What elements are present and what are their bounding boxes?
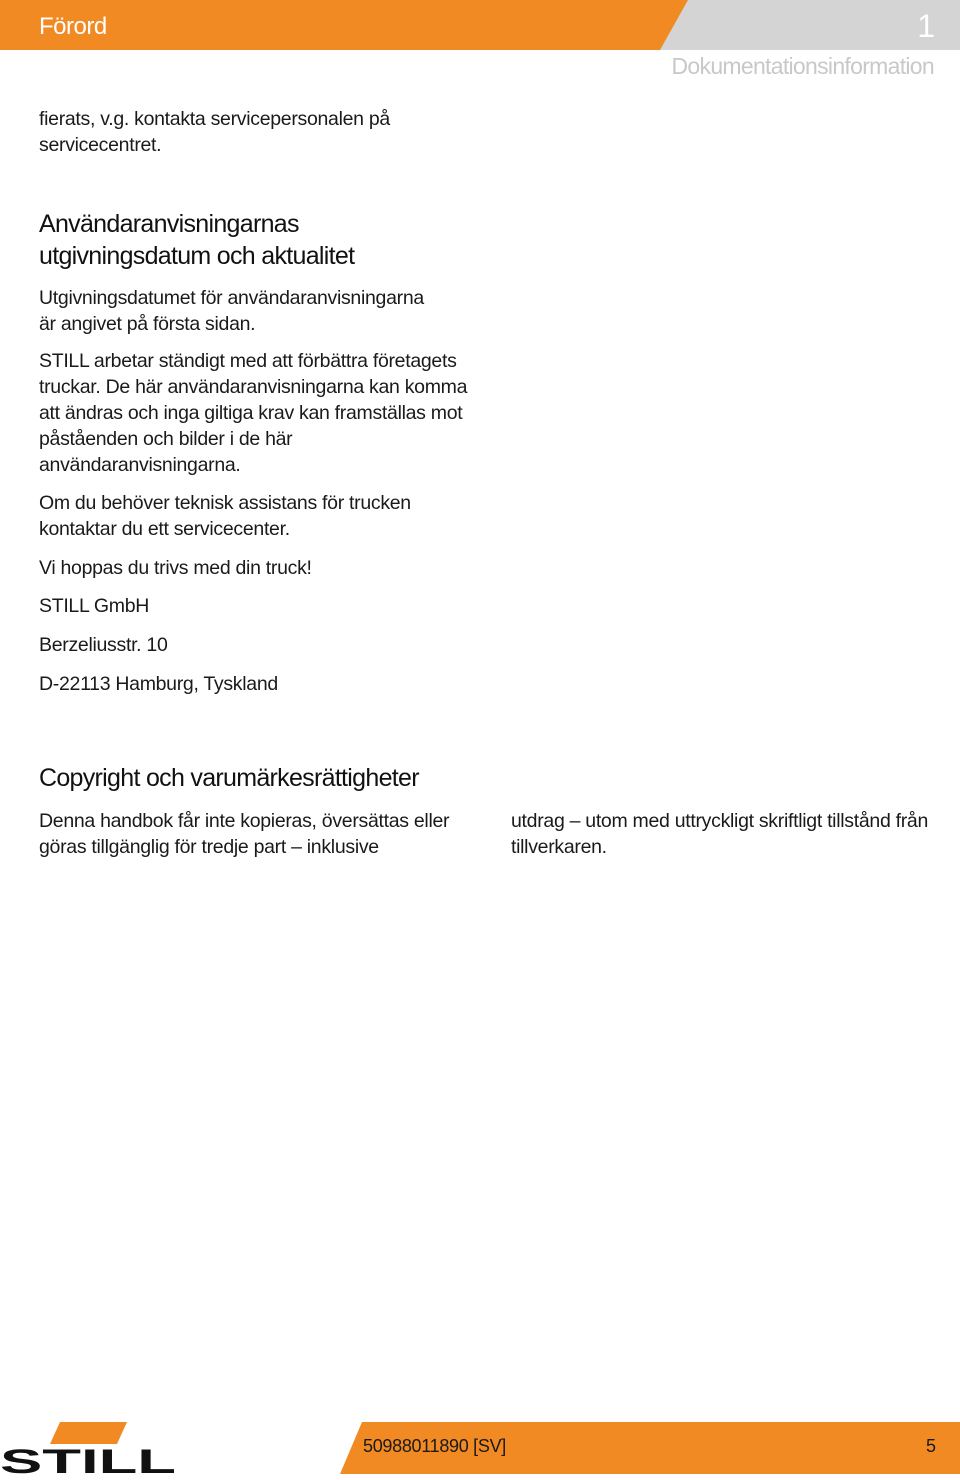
section1-paragraph-4-block (39, 555, 479, 581)
section1-paragraph-2-block (39, 348, 474, 478)
company-street: Berzeliusstr. 10 (39, 634, 168, 656)
logo-wordmark: STILL (0, 1443, 176, 1474)
section2-heading: Copyright och varumärkesrättigheter (39, 764, 419, 792)
page-number: 5 (925, 1436, 936, 1456)
copyright-text-col2: utdrag – utom med uttryckligt skriftligt tillstånd från tillverkaren. (511, 810, 929, 858)
section2-column-2 (511, 808, 941, 860)
section1-paragraph: Utgivningsdatumet för användaranvisningarna är angivet på första sidan. (39, 287, 424, 335)
continuation-block (39, 106, 459, 158)
section1-paragraph-5-block (39, 593, 479, 619)
still-logo (0, 1422, 180, 1479)
header-band (0, 0, 960, 50)
section2-heading-block (39, 762, 559, 794)
section1-paragraph-3-block (39, 490, 474, 542)
chapter-number: 1 (917, 8, 934, 44)
section1-paragraph: Om du behöver teknisk assistans för trucken kontaktar du ett servicecenter. (39, 492, 411, 540)
company-city: D-22113 Hamburg, Tyskland (39, 673, 278, 695)
section1-paragraph-7-block (39, 671, 479, 697)
closing-greeting: Vi hoppas du trivs med din truck! (39, 557, 312, 579)
section1-paragraph-1-block (39, 285, 444, 337)
section1-heading: Användaranvisningarnas utgivningsdatum och aktualitet (39, 210, 355, 270)
document-number: 50988011890 [SV] (363, 1436, 506, 1456)
section1-heading-block (39, 208, 419, 272)
continuation-text: fierats, v.g. kontakta servicepersonalen på servicecentret. (39, 108, 390, 156)
section1-paragraph-6-block (39, 632, 479, 658)
copyright-text-col1: Denna handbok får inte kopieras, översättas eller göras tillgänglig för tredje part – inklusive (39, 810, 450, 858)
still-logo-graphic (0, 1422, 180, 1474)
section2-column-1 (39, 808, 479, 860)
section1-paragraph: STILL arbetar ständigt med att förbättra företagets truckar. De här användaranvisningarna kan komma att ändras och inga giltiga krav kan framställas mot påståenden och bilder i de här användaranvisningarna. (39, 350, 468, 476)
header-band-shape (0, 0, 960, 50)
company-name: STILL GmbH (39, 595, 150, 617)
chapter-title: Dokumentationsinformation (671, 53, 934, 79)
section-title: Förord (39, 13, 107, 40)
